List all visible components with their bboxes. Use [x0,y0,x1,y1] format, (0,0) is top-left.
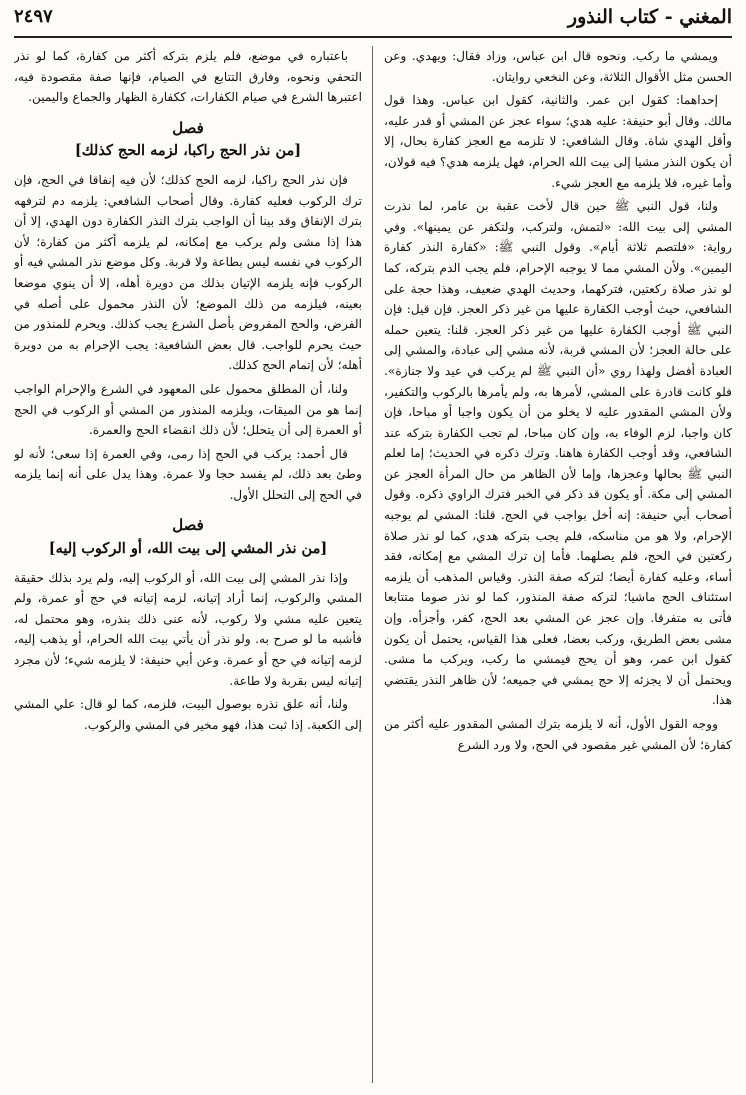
section-label: فصل [172,118,204,137]
header-rule [14,36,732,38]
running-title: المغني - كتاب النذور [567,6,732,28]
page-header [14,4,732,34]
paragraph: ولنا، أنه علق نذره بوصول البيت، فلزمه، كما لو قال: علي المشي إلى الكعبة. إذا ثبت هذا، فهو مخير في المشي والركوب. [14,697,362,732]
section-heading: [من نذر المشي إلى بيت الله، أو الركوب إليه] [48,540,328,558]
right-column [384,46,732,1086]
paragraph: ولنا، قول النبي ﷺ حين قال لأخت عقبة بن عامر، لما نذرت المشي إلى بيت الله: «لتمش، ولتركب، ولتكفر عن يمينها». وفي رواية: «فلتصم ثلاثة أيام». وقول النبي ﷺ: «كفارة النذر كفارة اليمين». ولأن المشي مما لا يوجبه الإحرام، فلم يجب الدم بتركه، كما لو نذر صلاة ركعتين، فتركهما، وحديث الهدي ضعيف، وهذا حجة على الشافعي، حيث أوجب الكفارة عليها من غير ذكر العجز. فإن قيل: فإن النبي ﷺ أوجب الكفارة عليها من غير ذكر العجز. قلنا: يتعين حمله على حالة العجز؛ لأن المشي قربة، لأنه مشي إلى عبادة، والمشي إلى العبادة أفضل ولهذا روي «أن النبي ﷺ لم يركب في عيد ولا جنازة». فلو كانت قادرة على المشي، لأمرها به، ولم يأمرها بالركوب والتكفير، ولأن المشي المقدور عليه لا يخلو من أن يكون واجبا أو مباحا، فإن كان واجبا، لزم الوفاء به، وإن كان مباحا، لم تجب الكفارة بتركه عند الشافعي، وقد أوجب الكفارة هاهنا. وترك ذكره في الحديث؛ إما لعلم النبي ﷺ بحالها وعجزها، وإما لأن الظاهر من حال المرأة العجز عن المشي إلى مكة. أو يكون قد ذكر في الخبر فترك الراوي ذكره. وقول أصحاب أبي حنيفة: إنه أخل بواجب في الحج. قلنا: المشي لم يوجبه الإحرام، ولا هو من مناسكه، فلم يجب بتركه هدي، كما لو نذر صلاة ركعتين في الحج، فلم يصلهما. فأما إن ترك المشي مع إمكانه، فقد أساء، وعليه كفارة أيضا؛ لتركه صفة النذر. وقياس المذهب أن يلزمه استئناف الحج ماشيا؛ لتركه صفة المنذور، كما لو نذر صوما متتابعا فأتى به متفرقا. وإن عجز عن المشي بعد الحج، كفر، وأجزأه. وإن مشى بعض الطريق، وركب بعضا، فعلى هذا القياس، يحتمل أن يكون كقول ابن عمر، وهو أن يحج فيمشي ما ركب، ويركب ما مشى. ويحتمل أن لا يجزئه إلا حج يمشي في جميعه؛ لأن ظاهر النذر يقتضي هذا. [384,199,732,708]
paragraph: باعتباره في موضع، فلم يلزم بتركه أكثر من كفارة، كما لو نذر التحفي ونحوه، وفارق التتابع في الصيام، فإنها صفة مقصودة فيه، اعتبرها الشرع في صيام الكفارات، ككفارة الظهار والجماع واليمين. [14,49,362,105]
paragraph: وإذا نذر المشي إلى بيت الله، أو الركوب إليه، ولم يرد بذلك حقيقة المشي والركوب، إنما أراد إتيانه، لزمه إتيانه في حج أو عمرة، ولم يتعين عليه مشي ولا ركوب، لأنه عنى ذلك بنذره، وهو محتمل له، فأشبه ما لو صرح به. ولو نذر أن يأتي بيت الله الحرام، أو يذهب إليه، لزمه إتيانه في حج أو عمرة. وعن أبي حنيفة: لا يلزمه شيء؛ لأن مجرد إتيانه ليس بقربة ولا طاعة. [14,570,362,688]
paragraph: قال أحمد: يركب في الحج إذا رمى، وفي العمرة إذا سعى؛ لأنه لو وطئ بعد ذلك، لم يفسد حجا ولا عمرة. وهذا يدل على أنه إنما يلزمه في الحج إلى التحلل الأول. [14,446,362,502]
paragraph: فإن نذر الحج راكبا، لزمه الحج كذلك؛ لأن فيه إنفاقا في الحج، فإن ترك الركوب فعليه كفارة. وقال أصحاب الشافعي: يلزمه دم لترفهه بترك الإنفاق وقد بينا أن الواجب بترك النذر الكفارة دون الهدي، إلا أن هذا إذا مشى ولم يركب مع إمكانه، لم يلزمه أكثر من كفارة؛ لأن الركوب في نفسه ليس بطاعة ولا قربة. وكل موضع نذر المشي فيه أو الركوب فإنه يلزمه الإتيان بذلك من دويرة أهله، إلا أن ينوي موضعا بعينه، فيلزمه من ذلك الموضع؛ لأن النذر محمول على أصله في الفرض، والحج المفروض بأصل الشرع يجب كذلك. ويحرم للمنذور من حيث يحرم للواجب. قال بعض الشافعية: يجب الإحرام به من دويرة أهله؛ لأن إتمام الحج كذلك. [14,172,362,373]
paragraph: إحداهما: كقول ابن عمر. والثانية، كقول ابن عباس. وهذا قول مالك. وقال أبو حنيفة: عليه هدي؛ سواء عجز عن المشي أو قدر عليه، وأقل الهدي شاة. وقال الشافعي: لا تلزمه مع العجز كفارة بحال، إلا أن يكون النذر مشيا إلى بيت الله الحرام، فهل يلزمه هدي؟ فيه قولان، وأما غيره، فلا يلزمه مع العجز شيء. [384,93,732,190]
section-label: فصل [172,516,204,535]
left-column [14,46,362,1086]
page-number: ٢٤٩٧ [14,6,53,27]
paragraph: ووجه القول الأول، أنه لا يلزمه بترك المشي المقدور عليه أكثر من كفارة؛ لأن المشي غير مقصود في الحج، ولا ورد الشرع [384,717,732,752]
section-heading: [من نذر الحج راكبا، لزمه الحج كذلك] [74,142,302,160]
paragraph: ويمشي ما ركب. ونحوه قال ابن عباس، وزاد فقال: ويهدي. وعن الحسن مثل الأقوال الثلاثة، وعن النخعي روايتان. [384,49,732,84]
paragraph: ولنا، أن المطلق محمول على المعهود في الشرع والإحرام الواجب إنما هو من الميقات، ويلزمه المنذور من المشي أو الركوب في الحج أو العمرة إلى أن يتحلل؛ لأن ذلك انقضاء الحج والعمرة. [14,381,362,438]
column-divider [372,46,373,1083]
